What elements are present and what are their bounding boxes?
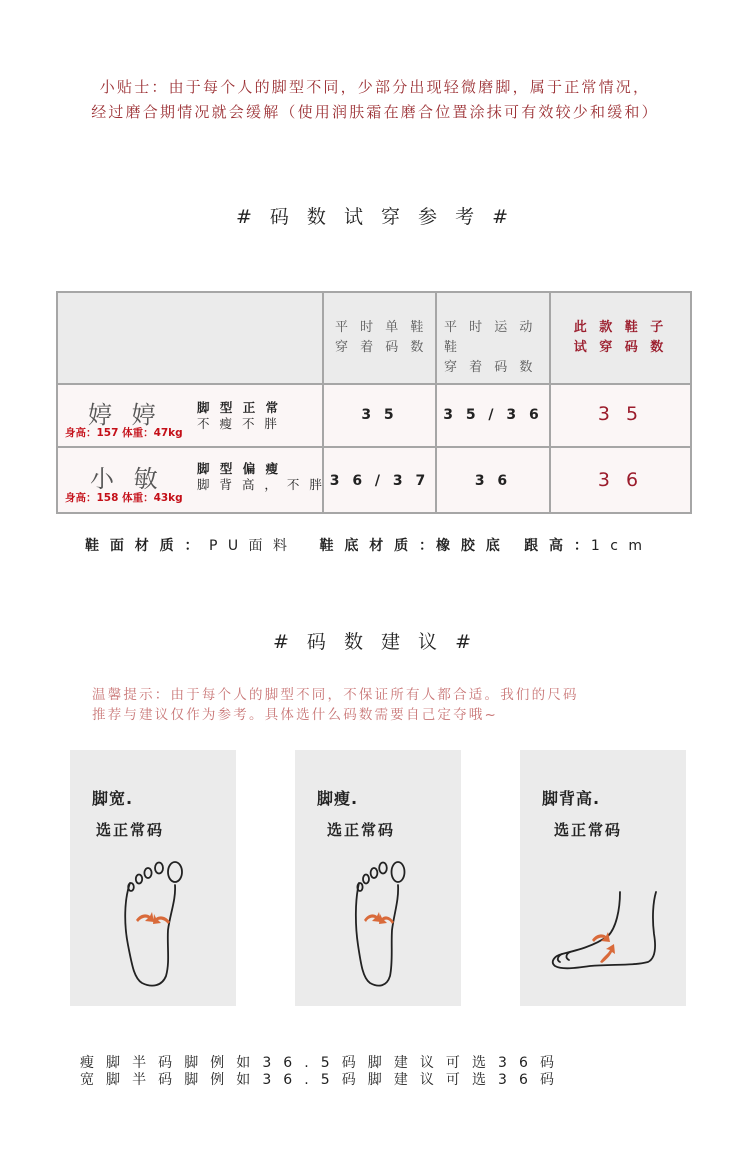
single-shoe-size: 3 6 / 3 7 <box>329 473 430 489</box>
advice-card-wide-foot <box>70 750 236 1006</box>
card-subtitle: 选正常码 <box>327 821 396 839</box>
advice-card-high-instep <box>520 750 686 1006</box>
advice-card-thin-foot <box>295 750 461 1006</box>
arrow-icon <box>364 912 394 924</box>
materials-line <box>85 535 645 555</box>
heel-height-label: 跟 高 ： <box>524 538 591 554</box>
tip-line-2: 经过磨合期情况就会缓解（使用润肤霜在磨合位置涂抹可有效较少和缓和） <box>91 103 659 121</box>
foot-sole-icon <box>70 750 236 1006</box>
size-reference-title: # 码 数 试 穿 参 考 # <box>235 206 515 228</box>
foot-description: 脚 型 偏 瘦 脚 背 高 ， 不 胖 <box>197 461 325 492</box>
advice-line-2: 宽 脚 半 码 脚 例 如 3 6 . 5 码 脚 建 议 可 选 3 6 码 <box>80 1072 558 1088</box>
card-subtitle: 选正常码 <box>554 821 623 839</box>
sports-shoe-size: 3 5 / 3 6 <box>443 407 543 423</box>
arrow-icon <box>136 912 170 924</box>
single-shoe-size: 3 5 <box>361 407 398 423</box>
row-divider <box>58 446 690 448</box>
card-title: 脚瘦. <box>317 789 359 808</box>
size-advice-title: # 码 数 建 议 # <box>272 631 478 653</box>
size-reference-table <box>56 291 692 514</box>
warm-tip-line-2: 推荐与建议仅作为参考。具体选什么码数需要自己定夺哦~ <box>92 707 499 723</box>
tester-name: 小 敏 <box>90 465 164 493</box>
tester-name: 婷 婷 <box>88 401 162 429</box>
sole-material-label: 鞋 底 材 质 ： <box>319 538 436 554</box>
this-shoe-size: 3 5 <box>597 403 644 425</box>
row-divider <box>58 383 690 385</box>
sports-shoe-size: 3 6 <box>474 473 512 489</box>
warm-tip-line-1: 温馨提示：由于每个人的脚型不同，不保证所有人都合适。我们的尺码 <box>92 687 579 703</box>
sole-material-value: 橡 胶 底 <box>435 538 503 554</box>
tester-stats: 身高：157 体重：47kg <box>65 427 183 439</box>
foot-side-icon <box>520 750 686 1006</box>
this-shoe-size: 3 6 <box>597 469 644 491</box>
card-title: 脚宽. <box>92 789 134 808</box>
header-this-shoe: 此 款 鞋 子 试 穿 码 数 <box>573 320 668 355</box>
card-title: 脚背高. <box>542 789 601 808</box>
heel-height-value: 1 c m <box>590 538 646 554</box>
upper-material-label: 鞋 面 材 质 ： <box>85 538 202 554</box>
header-single-shoe: 平 时 单 鞋 穿 着 码 数 <box>335 320 428 355</box>
tip-line-1: 小贴士：由于每个人的脚型不同，少部分出现轻微磨脚，属于正常情况， <box>99 78 651 96</box>
advice-line-1: 瘦 脚 半 码 脚 例 如 3 6 . 5 码 脚 建 议 可 选 3 6 码 <box>80 1055 558 1071</box>
foot-description: 脚 型 正 常 不 瘦 不 胖 <box>197 400 282 431</box>
tester-stats: 身高：158 体重：43kg <box>65 492 183 504</box>
foot-sole-icon <box>295 750 461 1006</box>
arrow-icon <box>592 932 615 963</box>
card-subtitle: 选正常码 <box>96 821 165 839</box>
upper-material-value: P U 面 料 <box>208 538 290 554</box>
header-sports-shoe: 平 时 运 动 鞋 穿 着 码 数 <box>444 320 537 375</box>
